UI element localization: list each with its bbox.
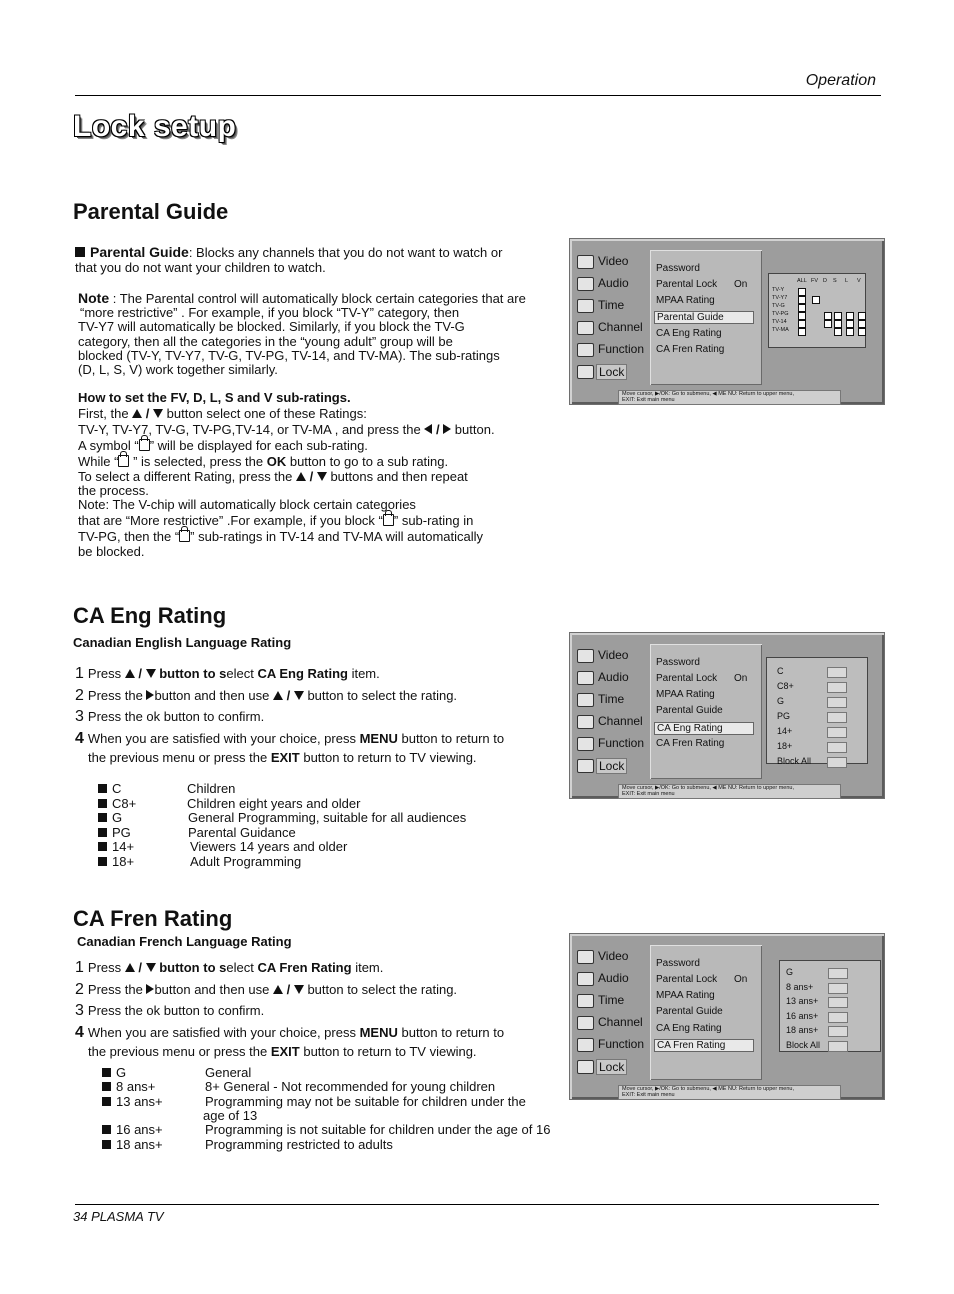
right-arrow-icon	[443, 424, 451, 434]
grid-col-label: L	[845, 278, 849, 284]
submenu-item: Parental Guide	[656, 1006, 723, 1017]
up-arrow-icon	[125, 963, 135, 972]
lock-icon	[827, 667, 847, 678]
menu-item-video	[576, 251, 648, 273]
lock-icon	[798, 328, 806, 336]
clock-icon	[577, 693, 594, 707]
menu-mid-list	[650, 945, 762, 1080]
menu-item-lock	[576, 755, 648, 777]
lock-icon	[858, 312, 866, 320]
menu-item-label: Function	[598, 342, 645, 356]
unlock-icon	[118, 455, 129, 467]
down-arrow-icon	[146, 669, 156, 678]
fren-rating-item: 16 ans+	[786, 1010, 819, 1021]
eng-rating-code: G	[98, 810, 122, 826]
lock-icon	[824, 312, 832, 320]
fren-rating-code: G	[102, 1065, 126, 1081]
up-arrow-icon	[273, 691, 283, 700]
menu-item-label: Time	[598, 692, 625, 706]
howto-line9: TV-PG, then the “ ” sub-ratings in TV-14 and TV-MA will automatically	[78, 529, 484, 544]
page-title: Lock setup	[73, 110, 237, 143]
ca-eng-subtitle: Canadian English Language Rating	[73, 635, 292, 650]
channel-icon	[577, 715, 594, 729]
unlock-icon	[139, 439, 150, 451]
function-icon	[577, 737, 594, 751]
submenu-item: CA Fren Rating	[656, 344, 725, 355]
menu-item-channel	[576, 317, 648, 339]
eng-step3: 3 Press the ok button to confirm.	[75, 708, 265, 725]
menu-mid-list	[650, 644, 762, 779]
parental-lock-value: On	[734, 673, 748, 684]
menu-item-label: Audio	[598, 670, 629, 684]
menu-item-label: Channel	[598, 714, 643, 728]
menu-item-label: Time	[598, 298, 625, 312]
submenu-item: CA Eng Rating	[654, 722, 754, 735]
fren-step3: 3 Press the ok button to confirm.	[75, 1002, 265, 1019]
eng-rating-item: 14+	[777, 726, 793, 736]
fren-rating-desc: 8+ General - Not recommended for young children	[205, 1079, 496, 1094]
submenu-item: Password	[656, 958, 700, 969]
ca-fren-subtitle: Canadian French Language Rating	[77, 934, 292, 949]
eng-rating-desc: Children	[187, 781, 236, 796]
fren-rating-desc: Programming is not suitable for children under the age of 16	[205, 1122, 551, 1137]
tv-icon	[577, 255, 594, 269]
lock-icon	[828, 983, 848, 994]
menu-left-list	[576, 645, 648, 777]
note-line4: category, then all the categories in the “young adult” group will be	[78, 334, 453, 349]
menu-item-label: Video	[598, 648, 629, 662]
note-line2: “more restrictive” . For example, if you block “TV-Y” category, then	[80, 305, 460, 320]
menu-item-function	[576, 339, 648, 361]
submenu-item: Password	[656, 263, 700, 274]
lock-icon	[798, 320, 806, 328]
fren-rating-panel	[779, 960, 881, 1052]
submenu-item: CA Eng Rating	[656, 328, 722, 339]
lock-icon	[577, 759, 594, 773]
menu-item-label: Audio	[598, 276, 629, 290]
lock-icon	[828, 1012, 848, 1023]
bullet-icon	[75, 247, 85, 257]
bullet-icon	[102, 1082, 111, 1091]
menu-item-function	[576, 733, 648, 755]
menu-mid-list	[650, 250, 762, 385]
grid-col-label: D	[823, 278, 827, 284]
section-label: Operation	[805, 72, 876, 89]
lock-icon	[834, 312, 842, 320]
bullet-icon	[102, 1068, 111, 1077]
howto-line2: TV-Y, TV-Y7, TV-G, TV-PG,TV-14, or TV-MA , and press the / button.	[78, 422, 495, 437]
eng-step1: 1 Press / button to select CA Eng Rating item.	[75, 665, 380, 682]
note-line1: Note : The Parental control will automatically block certain categories that are	[78, 290, 526, 306]
grid-row-label: TV-PG	[772, 311, 789, 317]
lock-icon	[179, 530, 190, 542]
ca-fren-title: CA Fren Rating	[73, 906, 233, 931]
bullet-icon	[98, 813, 107, 822]
howto-line1: First, the / button select one of these Ratings:	[78, 406, 367, 421]
bullet-icon	[102, 1125, 111, 1134]
submenu-item: MPAA Rating	[656, 689, 715, 700]
submenu-item: MPAA Rating	[656, 990, 715, 1001]
eng-rating-desc: Parental Guidance	[188, 824, 296, 840]
tv-icon	[577, 950, 594, 964]
parental-lock-value: On	[734, 279, 748, 290]
up-arrow-icon	[296, 472, 306, 481]
submenu-item: CA Fren Rating	[656, 738, 725, 749]
howto-line3: A symbol “ ” will be displayed for each sub-rating.	[78, 438, 368, 453]
menu-item-audio	[576, 273, 648, 295]
note-line5: blocked (TV-Y, TV-Y7, TV-G, TV-PG, TV-14, and TV-MA). The sub-ratings	[78, 348, 500, 363]
fren-rating-item: 13 ans+	[786, 996, 819, 1006]
fren-rating-desc: Programming restricted to adults	[205, 1137, 393, 1152]
howto-line7: Note: The V-chip will automatically block certain categories	[78, 497, 416, 512]
grid-row-label: TV-14	[772, 319, 787, 325]
menu-item-label: Video	[598, 254, 629, 268]
fren-rating-item: Block All	[786, 1039, 821, 1050]
menu-item-lock	[576, 361, 648, 383]
block-all-box	[827, 757, 847, 768]
parental-guide-title: Parental Guide	[73, 199, 229, 224]
bullet-icon	[98, 799, 107, 808]
bullet-icon	[102, 1140, 111, 1149]
eng-rating-item: G	[777, 696, 785, 706]
note-line3: TV-Y7 will automatically be blocked. Similarly, if you block the TV-G	[78, 319, 465, 334]
fren-rating-desc: General	[205, 1065, 252, 1080]
lock-icon	[798, 312, 806, 320]
menu-item-label: Channel	[598, 1015, 643, 1029]
fren-rating-item: 18 ans+	[786, 1025, 819, 1035]
eng-rating-item: Block All	[777, 756, 812, 766]
submenu-item: CA Eng Rating	[656, 1023, 722, 1034]
down-arrow-icon	[153, 409, 163, 418]
fren-step2: 2 Press the button and then use / button to select the rating.	[75, 981, 458, 998]
header-rule	[75, 95, 881, 96]
bullet-icon	[98, 828, 107, 837]
menu-item-channel	[576, 711, 648, 733]
eng-rating-code: C8+	[98, 796, 136, 812]
lock-icon	[824, 320, 832, 328]
grid-col-label: S	[833, 278, 837, 284]
menu-item-channel	[576, 1012, 648, 1034]
menu-item-label: Function	[598, 736, 645, 750]
fren-rating-code: 8 ans+	[102, 1079, 155, 1095]
lock-icon	[828, 968, 848, 979]
howto-line4: While “ ” is selected, press the OK button to go to a sub rating.	[78, 454, 449, 469]
down-arrow-icon	[317, 472, 327, 481]
bullet-icon	[98, 784, 107, 793]
howto-line8: that are “More restrictive” .For example, if you block “ ” sub-rating in	[78, 513, 474, 528]
menu-left-list	[576, 251, 648, 383]
eng-rating-code: PG	[98, 825, 131, 841]
submenu-item: Password	[656, 657, 700, 668]
menu-item-lock	[576, 1056, 648, 1078]
submenu-item: Parental Guide	[656, 705, 723, 716]
menu-item-label: Lock	[596, 758, 627, 774]
howto-title: How to set the FV, D, L, S and V sub-ratings.	[78, 390, 351, 405]
menu-screenshot-ca-fren	[569, 933, 885, 1100]
channel-icon	[577, 1016, 594, 1030]
eng-rating-desc: Viewers 14 years and older	[190, 839, 348, 854]
howto-line5: To select a different Rating, press the / buttons and then repeat	[78, 469, 468, 484]
tv-icon	[577, 649, 594, 663]
fren-step4b: the previous menu or press the EXIT button to return to TV viewing.	[88, 1044, 477, 1059]
eng-rating-code: 18+	[98, 854, 134, 870]
lock-icon	[577, 1060, 594, 1074]
page-number: 34 PLASMA TV	[73, 1209, 164, 1224]
submenu-item: Parental Guide	[654, 311, 754, 324]
menu-item-video	[576, 645, 648, 667]
lock-icon	[827, 742, 847, 753]
lock-icon	[846, 328, 854, 336]
menu-item-label: Audio	[598, 971, 629, 985]
menu-item-function	[576, 1034, 648, 1056]
up-arrow-icon	[132, 409, 142, 418]
lock-icon	[798, 304, 806, 312]
fren-rating-code: 13 ans+	[102, 1094, 163, 1110]
menu-item-label: Lock	[596, 1059, 627, 1075]
eng-rating-desc: Children eight years and older	[187, 795, 361, 811]
clock-icon	[577, 299, 594, 313]
lock-icon	[827, 682, 847, 693]
lock-icon	[577, 365, 594, 379]
down-arrow-icon	[294, 691, 304, 700]
menu-item-label: Channel	[598, 320, 643, 334]
eng-step4: 4 When you are satisfied with your choice, press MENU button to return to	[75, 730, 505, 747]
parental-lock-value: On	[734, 974, 748, 985]
lock-icon	[834, 320, 842, 328]
menu-item-audio	[576, 968, 648, 990]
grid-row-label: TV-Y7	[772, 295, 788, 301]
eng-rating-desc: Adult Programming	[190, 853, 302, 869]
submenu-item: CA Fren Rating	[654, 1039, 754, 1052]
menu-item-label: Video	[598, 949, 629, 963]
bullet-icon	[98, 857, 107, 866]
ca-eng-title: CA Eng Rating	[73, 603, 227, 628]
tv-rating-grid	[768, 273, 866, 348]
eng-rating-item: C8+	[777, 681, 794, 691]
clock-icon	[577, 994, 594, 1008]
lock-icon	[828, 1026, 848, 1037]
lock-icon	[827, 727, 847, 738]
menu-screenshot-parental	[569, 238, 885, 405]
submenu-item: Parental Lock On	[656, 673, 748, 684]
parental-intro-line2: that you do not want your children to watch.	[75, 260, 326, 275]
eng-rating-desc: General Programming, suitable for all audiences	[188, 810, 467, 825]
block-all-box	[828, 1041, 848, 1052]
lock-icon	[846, 320, 854, 328]
lock-icon	[383, 514, 394, 526]
footer-rule	[75, 1204, 879, 1205]
menu-item-label: Time	[598, 993, 625, 1007]
grid-row-label: TV-Y	[772, 287, 785, 293]
function-icon	[577, 343, 594, 357]
grid-col-label: FV	[811, 278, 819, 284]
menu-item-time	[576, 689, 648, 711]
howto-line10: be blocked.	[78, 544, 145, 559]
fren-rating-desc: Programming may not be suitable for children under the	[205, 1094, 526, 1109]
menu-screenshot-ca-eng	[569, 632, 885, 799]
down-arrow-icon	[146, 963, 156, 972]
audio-icon	[577, 671, 594, 685]
lock-icon	[828, 997, 848, 1008]
note-line6: (D, L, S, V) work together similarly.	[78, 362, 278, 377]
submenu-item: Parental Lock On	[656, 974, 748, 985]
eng-step2: 2 Press the button and then use / button to select the rating.	[75, 687, 458, 704]
up-arrow-icon	[125, 669, 135, 678]
eng-rating-item: 18+	[777, 741, 793, 751]
menu-item-video	[576, 946, 648, 968]
audio-icon	[577, 972, 594, 986]
parental-intro-line1: Parental Guide: Blocks any channels that you do not want to watch or	[75, 244, 502, 261]
lock-icon	[834, 328, 842, 336]
menu-item-time	[576, 990, 648, 1012]
lock-icon	[858, 328, 866, 336]
menu-item-label: Function	[598, 1037, 645, 1051]
lock-icon	[827, 712, 847, 723]
grid-row-label: TV-G	[772, 303, 785, 309]
audio-icon	[577, 277, 594, 291]
grid-row-label: TV-MA	[772, 327, 789, 333]
menu-status-bar: Move cursor, ▶/OK: Go to submenu, ◀ ME NU: Return to upper menu, EXIT: Exit main menu	[618, 784, 841, 799]
menu-item-time	[576, 295, 648, 317]
fren-rating-item: 8 ans+	[786, 981, 814, 992]
grid-col-label: ALL	[797, 278, 807, 284]
fren-rating-code: 16 ans+	[102, 1122, 163, 1138]
eng-rating-item: C	[777, 666, 784, 676]
submenu-item: Parental Lock On	[656, 279, 748, 290]
fren-step4: 4 When you are satisfied with your choice, press MENU button to return to	[75, 1024, 505, 1041]
lock-icon	[798, 288, 806, 296]
lock-icon	[812, 296, 820, 304]
eng-rating-item: PG	[777, 711, 791, 721]
menu-left-list	[576, 946, 648, 1078]
channel-icon	[577, 321, 594, 335]
grid-col-label: V	[857, 278, 861, 284]
submenu-item: MPAA Rating	[656, 295, 715, 306]
lock-icon	[858, 320, 866, 328]
eng-rating-code: 14+	[98, 839, 134, 855]
lock-icon	[827, 697, 847, 708]
bullet-icon	[102, 1097, 111, 1106]
menu-item-audio	[576, 667, 648, 689]
lock-icon	[798, 296, 806, 304]
fren-step1: 1 Press / button to select CA Fren Rating item.	[75, 959, 384, 976]
eng-rating-code: C	[98, 781, 121, 797]
lock-icon	[846, 312, 854, 320]
eng-rating-panel	[766, 657, 868, 764]
eng-step4b: the previous menu or press the EXIT button to return to TV viewing.	[88, 750, 477, 765]
menu-status-bar: Move cursor, ▶/OK: Go to submenu, ◀ ME NU: Return to upper menu, EXIT: Exit main menu	[618, 390, 841, 405]
howto-line6: the process.	[78, 483, 149, 498]
bullet-icon	[98, 842, 107, 851]
fren-rating-code: 18 ans+	[102, 1137, 163, 1153]
menu-item-label: Lock	[596, 364, 627, 380]
fren-rating-desc: age of 13	[203, 1108, 258, 1123]
down-arrow-icon	[294, 985, 304, 994]
up-arrow-icon	[273, 985, 283, 994]
function-icon	[577, 1038, 594, 1052]
menu-status-bar: Move cursor, ▶/OK: Go to submenu, ◀ ME NU: Return to upper menu, EXIT: Exit main menu	[618, 1085, 841, 1100]
fren-rating-item: G	[786, 967, 794, 977]
